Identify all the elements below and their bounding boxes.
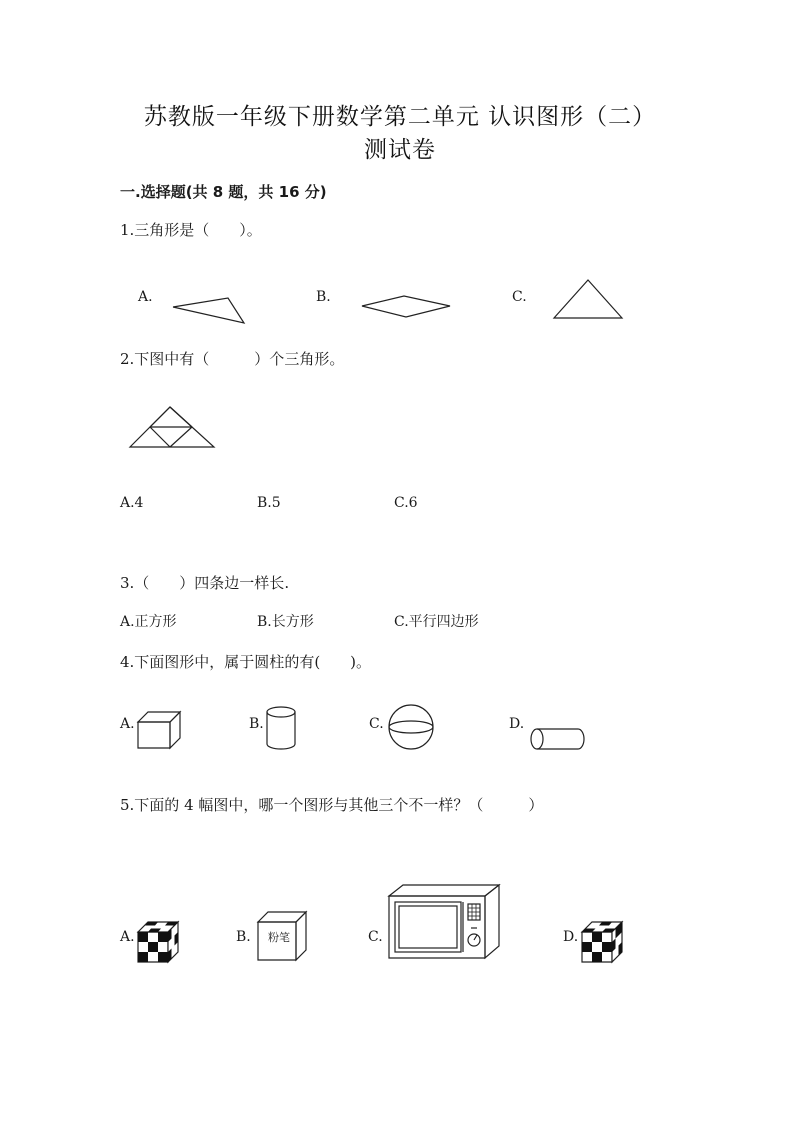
question-2-option-c[interactable]: C.6 xyxy=(394,495,418,511)
question-3-option-b[interactable]: B.长方形 xyxy=(257,614,314,630)
question-4-stem: 4.下面图形中，属于圆柱的有( )。 xyxy=(120,653,372,671)
page-title: 苏教版一年级下册数学第二单元 认识图形（二） xyxy=(143,104,657,130)
section-heading: 一.选择题(共 8 题，共 16 分) xyxy=(120,183,327,201)
rhombus-figure xyxy=(360,294,452,320)
question-4-option-c[interactable]: C. xyxy=(369,716,384,732)
question-5-stem: 5.下面的 4 幅图中，哪一个图形与其他三个不一样？（ ） xyxy=(120,796,544,814)
lying-cylinder-icon xyxy=(528,726,588,754)
question-3-option-a[interactable]: A.正方形 xyxy=(120,614,177,630)
upright-cylinder-icon xyxy=(264,704,300,752)
question-5-option-b[interactable]: B. xyxy=(236,929,251,945)
chalk-box-label: 粉笔 xyxy=(268,931,290,944)
thin-triangle-figure xyxy=(170,295,250,327)
question-2-option-b[interactable]: B.5 xyxy=(257,495,281,511)
question-4-option-a[interactable]: A. xyxy=(120,716,135,732)
question-1-option-a[interactable]: A. xyxy=(138,289,153,305)
triangle-figure xyxy=(552,278,624,320)
cube-icon xyxy=(136,708,184,750)
sphere-icon xyxy=(386,702,436,752)
question-1-option-b[interactable]: B. xyxy=(316,289,331,305)
question-5-option-d[interactable]: D. xyxy=(563,929,579,945)
question-5-option-a[interactable]: A. xyxy=(120,929,135,945)
question-1-stem: 1.三角形是（ ）。 xyxy=(120,221,262,239)
checkered-cube-icon xyxy=(580,920,626,964)
page-subtitle: 测试卷 xyxy=(364,137,436,163)
question-5-option-c[interactable]: C. xyxy=(368,929,383,945)
question-1-option-c[interactable]: C. xyxy=(512,289,527,305)
question-3-stem: 3.（ ）四条边一样长. xyxy=(120,574,290,592)
question-2-stem: 2.下图中有（ ）个三角形。 xyxy=(120,350,345,368)
question-3-option-c[interactable]: C.平行四边形 xyxy=(394,614,479,630)
microwave-icon xyxy=(385,882,505,964)
checkered-cube-icon xyxy=(136,920,182,964)
question-4-option-d[interactable]: D. xyxy=(509,716,525,732)
triangle-composite-figure xyxy=(128,405,218,449)
question-2-option-a[interactable]: A.4 xyxy=(120,495,144,511)
question-4-option-b[interactable]: B. xyxy=(249,716,264,732)
